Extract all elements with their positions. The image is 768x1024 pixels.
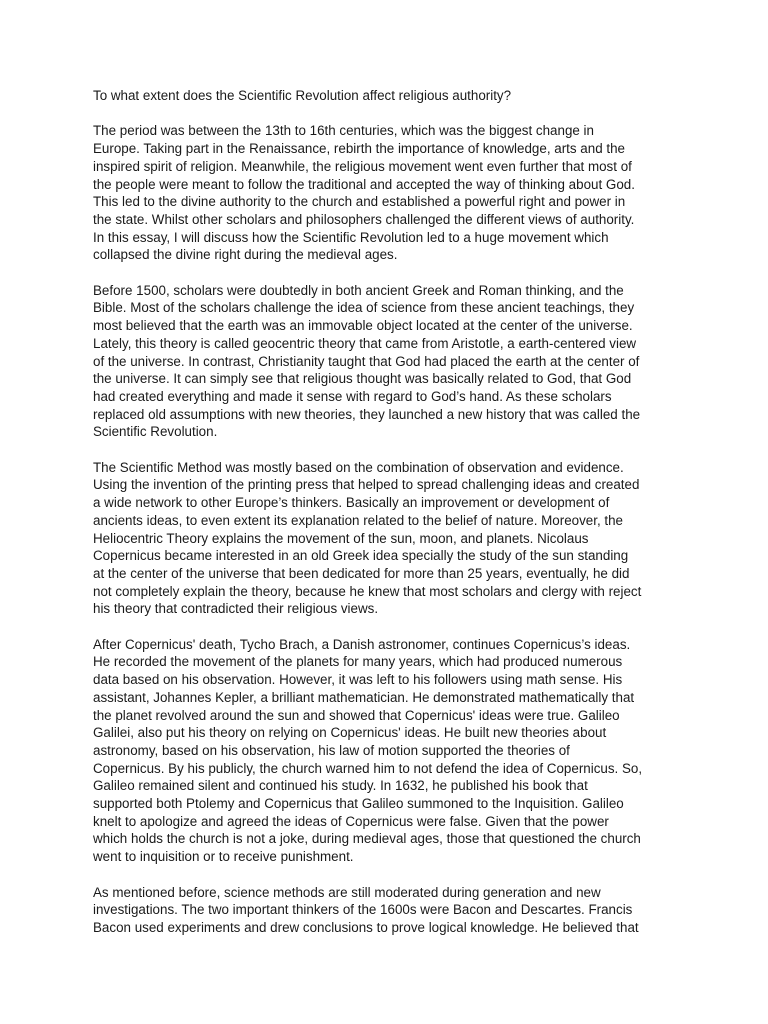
- paragraph-3: [93, 459, 681, 618]
- text-line: investigations. The two important thinkers of the 1600s were Bacon and Descartes. Francis: [93, 902, 633, 918]
- text-line: The Scientific Method was mostly based on the combination of observation and evidence.: [93, 459, 624, 475]
- text-line: went to inquisition or to receive punishment.: [93, 849, 354, 865]
- text-line: As mentioned before, science methods are still moderated during generation and new: [93, 884, 601, 900]
- paragraph-2: [93, 282, 681, 441]
- paragraph-1: [93, 122, 681, 264]
- text-line: Bacon used experiments and drew conclusions to prove logical knowledge. He believed that: [93, 919, 639, 935]
- text-line: Galilei, also put his theory on relying on Copernicus' ideas. He built new theories about: [93, 725, 607, 741]
- text-line: had created everything and made it sense with regard to God’s hand. As these scholars: [93, 388, 612, 404]
- text-line: This led to the divine authority to the church and established a powerful right and power in: [93, 194, 626, 210]
- text-line: Scientific Revolution.: [93, 424, 218, 440]
- essay-title: To what extent does the Scientific Revolution affect religious authority?: [93, 88, 512, 103]
- text-line: In this essay, I will discuss how the Scientific Revolution led to a huge movement which: [93, 229, 609, 245]
- text-line: replaced old assumptions with new theories, they launched a new history that was called the: [93, 406, 641, 422]
- text-line: After Copernicus' death, Tycho Brach, a Danish astronomer, continues Copernicus’s ideas.: [93, 636, 631, 652]
- text-line: data based on his observation. However, it was left to his followers using math sense. His: [93, 672, 623, 688]
- text-line: the state. Whilst other scholars and philosophers challenged the different views of authority.: [93, 211, 635, 227]
- text-line: Europe. Taking part in the Renaissance, rebirth the importance of knowledge, arts and the: [93, 141, 625, 157]
- text-line: Galileo remained silent and continued his study. In 1632, he published his book that: [93, 778, 588, 794]
- text-line: a wide network to other Europe’s thinkers. Basically an improvement or development of: [93, 495, 610, 511]
- paragraph-5: [93, 884, 681, 937]
- text-line: the universe. It can simply see that religious thought was basically related to God, that God: [93, 371, 632, 387]
- text-line: not completely explain the theory, because he knew that most scholars and clergy with reject: [93, 583, 642, 599]
- text-line: Copernicus. By his publicly, the church warned him to not defend the idea of Copernicus. So,: [93, 760, 643, 776]
- text-line: most believed that the earth was an immovable object located at the center of the universe.: [93, 318, 633, 334]
- text-line: collapsed the divine right during the medieval ages.: [93, 247, 398, 263]
- text-line: astronomy, based on his observation, his law of motion supported the theories of: [93, 742, 570, 758]
- text-line: assistant, Johannes Kepler, a brilliant mathematician. He demonstrated mathematically that: [93, 689, 635, 705]
- text-line: the planet revolved around the sun and showed that Copernicus' ideas were true. Galileo: [93, 707, 620, 723]
- text-line: the people were meant to follow the traditional and accepted the way of thinking about God.: [93, 176, 635, 192]
- text-line: his theory that contradicted their religious views.: [93, 601, 379, 617]
- text-line: He recorded the movement of the planets for many years, which had produced numerous: [93, 654, 623, 670]
- text-line: inspired spirit of religion. Meanwhile, the religious movement went even further that most of: [93, 158, 632, 174]
- text-line: Before 1500, scholars were doubtedly in both ancient Greek and Roman thinking, and the: [93, 282, 624, 298]
- text-line: Copernicus became interested in an old Greek idea specially the study of the sun standing: [93, 548, 629, 564]
- paragraph-4: [93, 636, 681, 866]
- text-line: Using the invention of the printing press that helped to spread challenging ideas and created: [93, 477, 640, 493]
- text-line: ancients ideas, to even extent its explanation related to the belief of nature. Moreover, the: [93, 512, 624, 528]
- text-line: supported both Ptolemy and Copernicus that Galileo summoned to the Inquisition. Galileo: [93, 796, 624, 812]
- text-line: knelt to apologize and agreed the ideas of Copernicus were false. Given that the power: [93, 813, 609, 829]
- text-line: Lately, this theory is called geocentric theory that came from Aristotle, a earth-centered view: [93, 335, 637, 351]
- essay-body: [93, 87, 681, 954]
- text-line: Heliocentric Theory explains the movement of the sun, moon, and planets. Nicolaus: [93, 530, 589, 546]
- text-line: Bible. Most of the scholars challenge the idea of science from these ancient teachings, they: [93, 300, 635, 316]
- text-line: The period was between the 13th to 16th centuries, which was the biggest change in: [93, 123, 594, 139]
- text-line: of the universe. In contrast, Christianity taught that God had placed the earth at the center of: [93, 353, 640, 369]
- text-line: which holds the church is not a joke, during medieval ages, those that questioned the church: [93, 831, 641, 847]
- text-line: at the center of the universe that been dedicated for more than 25 years, eventually, he did: [93, 565, 630, 581]
